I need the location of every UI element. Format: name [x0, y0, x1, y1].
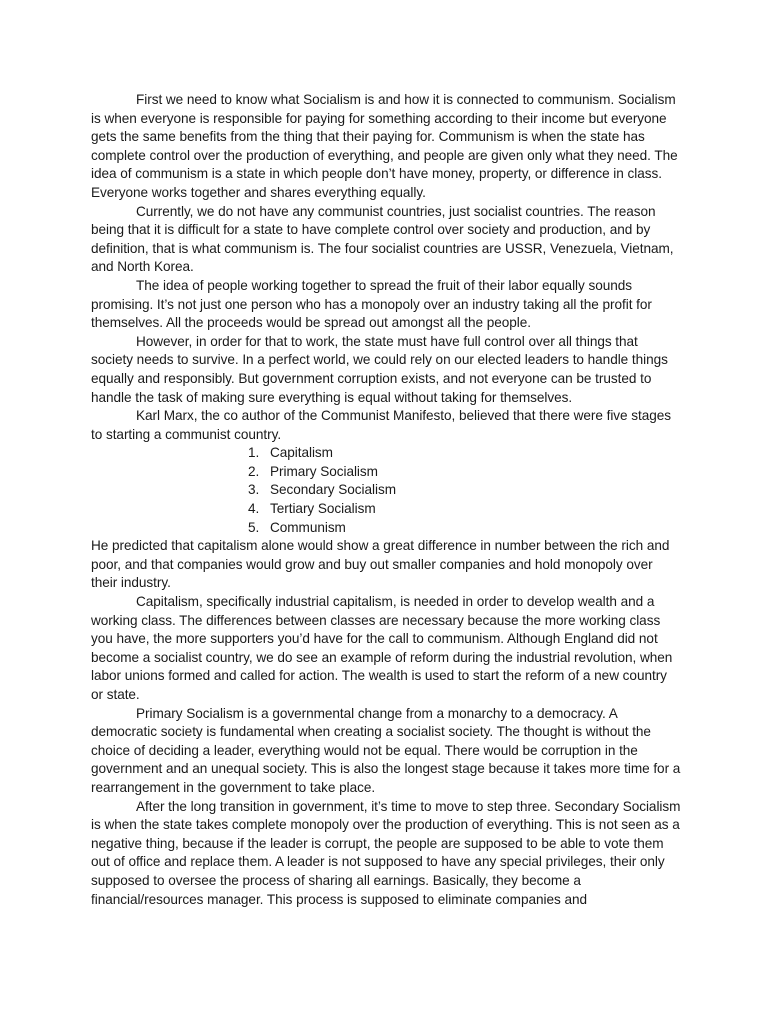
paragraph-working-together: The idea of people working together to spread the fruit of their labor equally sounds promising. It’s not just one person who has a monopoly over an industry taking all the profit for themselves. All the proceeds would be spread out amongst all the people.: [91, 277, 652, 331]
paragraph-current-countries: Currently, we do not have any communist countries, just socialist countries. The reason being that it is difficult for a state to have complete control over society and production, and by definition, that is what communism is. The four socialist countries are USSR, Venezuela, Vietnam, and North Korea.: [91, 203, 674, 275]
list-item: [91, 519, 681, 538]
list-item-number: 2.: [248, 463, 260, 479]
list-item-label: Tertiary Socialism: [270, 501, 376, 517]
paragraph-capitalism-stage: Capitalism, specifically industrial capitalism, is needed in order to develop wealth and a working class. The differences between classes are necessary because the more working class you have, the more supporters you’d have for the call to communism. Although England did not become a socialist country, we do see an example of reform during the industrial revolution, when labor unions formed and called for action. The wealth is used to start the reform of a new country or state.: [91, 594, 673, 702]
list-item: [91, 463, 681, 482]
paragraph-marx-prediction: He predicted that capitalism alone would show a great difference in number between the rich and poor, and that companies would grow and buy out smaller companies and hold monopoly over their industry.: [91, 538, 670, 591]
list-item-number: 3.: [248, 482, 260, 498]
list-item-label: Capitalism: [270, 445, 333, 461]
list-item-label: Communism: [270, 519, 346, 535]
paragraph-primary-socialism: Primary Socialism is a governmental change from a monarchy to a democracy. A democratic society is fundamental when creating a socialist society. The thought is without the choice of deciding a leader, everything would not be equal. There would be corruption in the government and an unequal society. This is also the longest stage because it takes more time for a rearrangement in the government to take place.: [91, 705, 681, 795]
list-item-number: 5.: [248, 519, 260, 535]
list-item-label: Primary Socialism: [270, 463, 378, 479]
list-item: [91, 500, 681, 519]
list-item-number: 1.: [248, 445, 260, 461]
list-item-label: Secondary Socialism: [270, 482, 396, 498]
paragraph-state-control: However, in order for that to work, the state must have full control over all things that society needs to survive. In a perfect world, we could rely on our elected leaders to handle things equally and responsibly. But government corruption exists, and not everyone can be trusted to handle the task of making sure everything is equal without taking for themselves.: [91, 333, 668, 405]
paragraph-secondary-socialism: After the long transition in government, it’s time to move to step three. Secondary Socialism is when the state takes complete monopoly over the production of everything. This is not seen as a negative thing, because if the leader is corrupt, the people are supposed to be able to vote them out of office and replace them. A leader is not supposed to have any special privileges, their only supposed to oversee the process of sharing all earnings. Basically, they become a financial/resources manager. This process is supposed to eliminate companies and: [91, 798, 681, 907]
list-item-number: 4.: [248, 501, 260, 517]
list-item: [91, 481, 681, 500]
list-item: [91, 444, 681, 463]
paragraph-karl-marx: Karl Marx, the co author of the Communist Manifesto, believed that there were five stages to starting a communist country.: [91, 408, 672, 442]
stages-list: [91, 444, 681, 537]
essay-body: [91, 91, 681, 909]
paragraph-socialism-definition: First we need to know what Socialism is and how it is connected to communism. Socialism is when everyone is responsible for paying for something according to their income but everyone gets the same benefits from the thing that their paying for. Communism is when the state has complete control over the production of everything, and people are given only what they need. The idea of communism is a state in which people don’t have money, property, or difference in class. Everyone works together and shares everything equally.: [91, 92, 678, 200]
